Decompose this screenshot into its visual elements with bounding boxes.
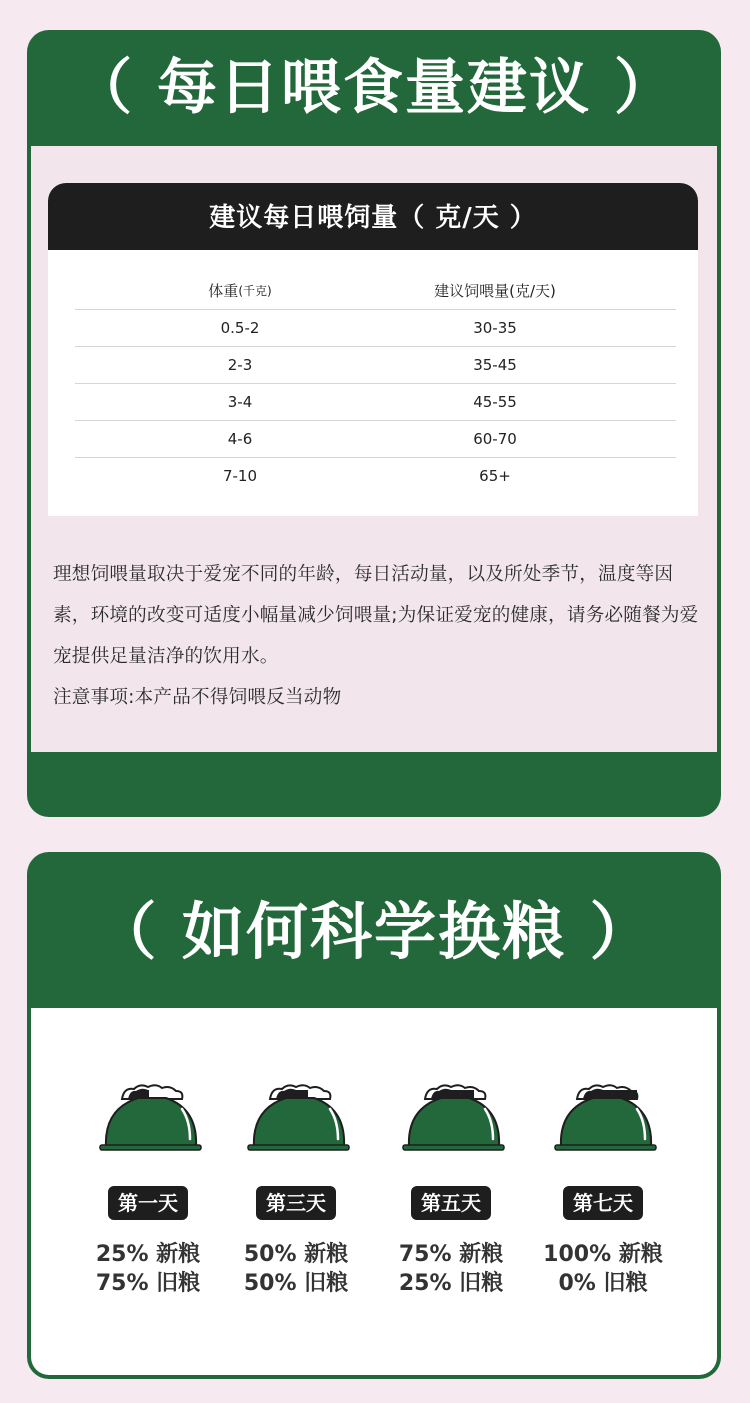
day-badge: 第三天	[256, 1186, 336, 1220]
old-food-ratio: 75% 旧粮	[95, 1271, 201, 1296]
old-food-ratio: 50% 旧粮	[243, 1271, 349, 1296]
old-food-ratio: 0% 旧粮	[558, 1271, 648, 1296]
food-bowl-icon	[246, 1081, 351, 1151]
col-header-weight-label: 体重	[208, 282, 239, 300]
col-header-weight-unit: (千克)	[238, 284, 272, 298]
cell-amount: 65+	[479, 467, 511, 485]
cell-weight: 3-4	[227, 393, 253, 411]
table-row	[75, 420, 676, 457]
table-row	[75, 346, 676, 383]
food-bowl-icon	[401, 1081, 506, 1151]
food-bowl-icon	[98, 1081, 203, 1151]
col-header-weight	[75, 272, 405, 309]
table-header-row	[75, 272, 676, 309]
food-switch-title: （ 如何科学换粮 ）	[94, 895, 654, 968]
cell-weight: 4-6	[227, 430, 253, 448]
feeding-note: 注意事项:本产品不得饲喂反当动物	[53, 687, 342, 708]
new-food-ratio: 25% 新粮	[95, 1242, 201, 1267]
table-row	[75, 309, 676, 346]
ratio-text	[73, 1240, 223, 1298]
old-food-ratio: 25% 旧粮	[398, 1271, 504, 1296]
food-bowl-icon	[553, 1081, 658, 1151]
feeding-guide-title: （ 每日喂食量建议 ）	[72, 53, 676, 123]
day-badge: 第一天	[108, 1186, 188, 1220]
cell-weight: 7-10	[222, 467, 258, 485]
feeding-table	[48, 183, 698, 516]
cell-weight: 2-3	[227, 356, 253, 374]
feeding-description-text: 理想饲喂量取决于爱宠不同的年龄，每日活动量，以及所处季节，温度等因素，环境的改变可适度小幅量减少饲喂量;为保证爱宠的健康，请务必随餐为爱宠提供足量洁净的饮用水。	[53, 564, 699, 667]
ratio-text	[221, 1240, 371, 1298]
table-row	[75, 457, 676, 494]
feeding-guide-content	[31, 146, 717, 752]
new-food-ratio: 50% 新粮	[243, 1242, 349, 1267]
feeding-guide-card	[27, 30, 721, 817]
ratio-text	[528, 1240, 678, 1298]
feeding-description	[53, 554, 703, 718]
cell-amount: 60-70	[473, 430, 517, 448]
cell-amount: 35-45	[473, 356, 517, 374]
new-food-ratio: 75% 新粮	[398, 1242, 504, 1267]
col-header-amount: 建议饲喂量(克/天)	[434, 282, 556, 300]
cell-amount: 30-35	[473, 319, 517, 337]
feeding-table-title: 建议每日喂饲量（ 克/天 ）	[48, 183, 698, 250]
day-badge: 第五天	[411, 1186, 491, 1220]
feeding-table-body	[75, 272, 676, 494]
ratio-text	[376, 1240, 526, 1298]
food-switch-card	[27, 852, 721, 1379]
day-badge: 第七天	[563, 1186, 643, 1220]
cell-amount: 45-55	[473, 393, 517, 411]
food-switch-content	[31, 1008, 717, 1375]
cell-weight: 0.5-2	[220, 319, 260, 337]
new-food-ratio: 100% 新粮	[543, 1242, 663, 1267]
table-row	[75, 383, 676, 420]
